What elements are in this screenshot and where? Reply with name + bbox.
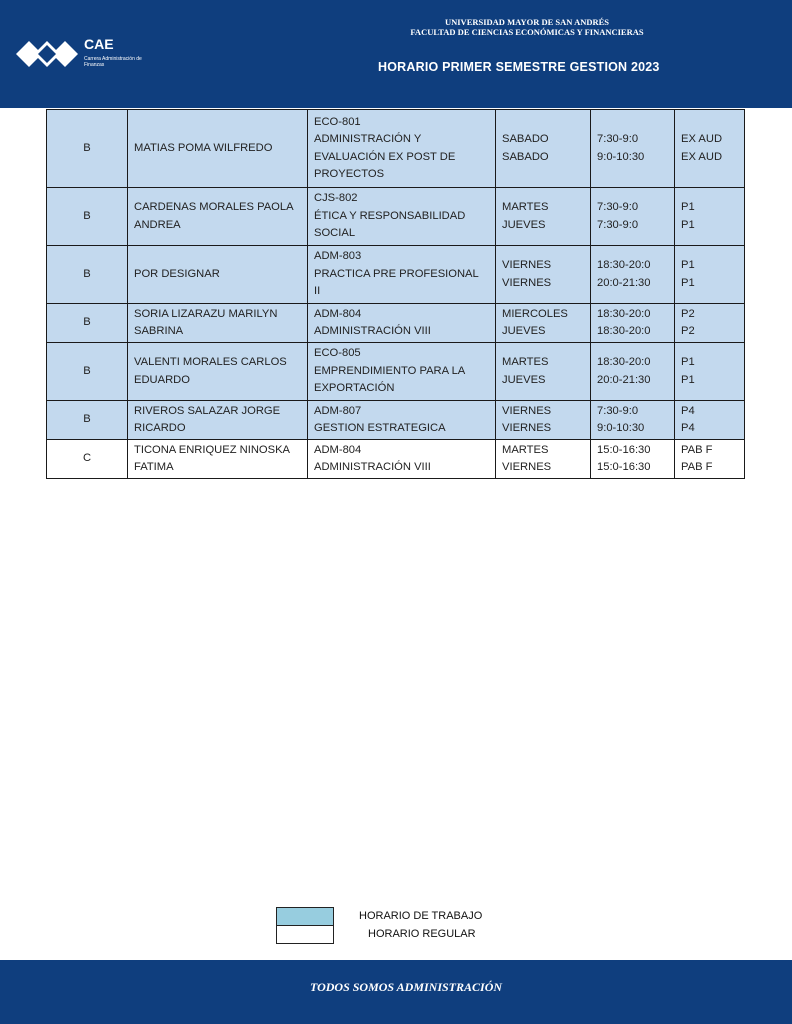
legend-regular-label: HORARIO REGULAR bbox=[368, 928, 476, 940]
cell-dias bbox=[496, 246, 591, 304]
cell-aulas bbox=[675, 304, 745, 343]
cell-dias-line: SABADO bbox=[502, 150, 549, 163]
cell-horas bbox=[591, 343, 675, 401]
cell-horas-line: 20:0-21:30 bbox=[597, 276, 651, 289]
cell-aulas-line: P1 bbox=[681, 356, 695, 369]
cell-paralelo: C bbox=[47, 440, 128, 479]
schedule-body bbox=[47, 110, 745, 479]
cell-horas bbox=[591, 246, 675, 304]
cell-horas-line: 15:0-16:30 bbox=[597, 443, 651, 456]
cell-docente bbox=[128, 440, 308, 479]
table-row bbox=[47, 188, 745, 246]
cell-docente-line: MATIAS POMA WILFREDO bbox=[134, 141, 273, 154]
schedule-table bbox=[46, 109, 745, 479]
cell-paralelo: B bbox=[47, 188, 128, 246]
cell-dias-line: MARTES bbox=[502, 356, 549, 369]
cell-dias-line: JUEVES bbox=[502, 373, 546, 386]
table-row bbox=[47, 110, 745, 188]
table-row bbox=[47, 343, 745, 401]
cell-horas bbox=[591, 110, 675, 188]
cell-docente-line: CARDENAS MORALES PAOLA bbox=[134, 201, 294, 214]
cell-dias-line: MIERCOLES bbox=[502, 307, 568, 320]
cell-materia-line: EMPRENDIMIENTO PARA LA bbox=[314, 364, 466, 377]
cell-materia-line: GESTION ESTRATEGICA bbox=[314, 422, 446, 434]
cell-materia-line: ADMINISTRACIÓN Y bbox=[314, 133, 422, 146]
cell-aulas bbox=[675, 343, 745, 401]
cell-horas-line: 9:0-10:30 bbox=[597, 150, 645, 163]
cell-aulas bbox=[675, 401, 745, 440]
cell-horas-line: 18:30-20:0 bbox=[597, 259, 651, 272]
cell-dias-line: VIERNES bbox=[502, 461, 552, 473]
cell-materia bbox=[308, 188, 496, 246]
cell-horas-line: 18:30-20:0 bbox=[597, 356, 651, 369]
cell-dias-line: MARTES bbox=[502, 443, 549, 456]
cell-dias bbox=[496, 110, 591, 188]
table-row bbox=[47, 401, 745, 440]
cell-docente-line: RIVEROS SALAZAR JORGE bbox=[134, 404, 281, 417]
cell-horas-line: 7:30-9:0 bbox=[597, 218, 639, 231]
cell-materia-line: II bbox=[314, 285, 321, 298]
cell-horas-line: 18:30-20:0 bbox=[597, 325, 651, 337]
cell-dias-line: VIERNES bbox=[502, 276, 552, 289]
cell-horas-line: 7:30-9:0 bbox=[597, 133, 639, 146]
cell-dias-line: JUEVES bbox=[502, 325, 546, 337]
cell-dias bbox=[496, 401, 591, 440]
faculty-name: FACULTAD DE CIENCIAS ECONÓMICAS Y FINANCIERAS bbox=[410, 27, 644, 37]
cell-docente bbox=[128, 304, 308, 343]
cell-dias-line: VIERNES bbox=[502, 259, 552, 272]
cell-dias-line: JUEVES bbox=[502, 218, 546, 231]
cell-aulas-line: P1 bbox=[681, 373, 695, 386]
cae-logo-icon bbox=[16, 36, 80, 72]
cell-docente-line: POR DESIGNAR bbox=[134, 267, 220, 280]
cell-horas-line: 20:0-21:30 bbox=[597, 373, 651, 386]
cell-aulas bbox=[675, 110, 745, 188]
cell-docente-line: RICARDO bbox=[134, 422, 186, 434]
cell-docente bbox=[128, 188, 308, 246]
cell-docente-line: VALENTI MORALES CARLOS bbox=[134, 356, 287, 369]
cell-aulas-line: P1 bbox=[681, 259, 695, 272]
cell-aulas bbox=[675, 440, 745, 479]
cell-horas bbox=[591, 304, 675, 343]
cae-logo bbox=[16, 36, 146, 76]
cell-docente-line: ANDREA bbox=[134, 218, 181, 231]
cell-dias-line: SABADO bbox=[502, 133, 549, 146]
cell-aulas-line: EX AUD bbox=[681, 150, 723, 163]
cell-aulas bbox=[675, 246, 745, 304]
cell-materia bbox=[308, 401, 496, 440]
cell-paralelo: B bbox=[47, 401, 128, 440]
cell-horas-line: 7:30-9:0 bbox=[597, 201, 639, 214]
cell-materia-line: SOCIAL bbox=[314, 227, 356, 240]
cell-materia-line: ADM-803 bbox=[314, 250, 362, 263]
cell-horas-line: 7:30-9:0 bbox=[597, 404, 639, 417]
logo-subtitle: Carrera Administración de Finanzas bbox=[84, 56, 142, 68]
cell-paralelo: B bbox=[47, 110, 128, 188]
cell-dias bbox=[496, 343, 591, 401]
cell-aulas bbox=[675, 188, 745, 246]
legend-work-swatch bbox=[276, 907, 334, 926]
cell-docente-line: SABRINA bbox=[134, 325, 184, 337]
cell-paralelo: B bbox=[47, 343, 128, 401]
page-header bbox=[0, 0, 792, 108]
cell-materia bbox=[308, 304, 496, 343]
cell-docente bbox=[128, 343, 308, 401]
cell-docente-line: FATIMA bbox=[134, 461, 174, 473]
university-name: UNIVERSIDAD MAYOR DE SAN ANDRÉS bbox=[444, 17, 610, 27]
cell-horas-line: 9:0-10:30 bbox=[597, 422, 645, 434]
cell-materia-line: ECO-801 bbox=[314, 115, 361, 128]
cell-materia-line: ADM-804 bbox=[314, 307, 362, 320]
cell-docente bbox=[128, 246, 308, 304]
cell-docente-line: SORIA LIZARAZU MARILYN bbox=[134, 307, 278, 320]
cell-horas-line: 15:0-16:30 bbox=[597, 461, 651, 473]
cell-horas bbox=[591, 401, 675, 440]
footer-motto: TODOS SOMOS ADMINISTRACIÓN bbox=[309, 980, 503, 994]
cell-docente-line: TICONA ENRIQUEZ NINOSKA bbox=[134, 443, 291, 456]
legend-regular-swatch bbox=[276, 925, 334, 944]
cell-materia bbox=[308, 440, 496, 479]
cell-materia bbox=[308, 246, 496, 304]
cell-materia-line: ADMINISTRACIÓN VIII bbox=[314, 325, 431, 337]
cell-dias bbox=[496, 188, 591, 246]
table-row bbox=[47, 440, 745, 479]
cell-aulas-line: P4 bbox=[681, 404, 695, 417]
cell-paralelo: B bbox=[47, 304, 128, 343]
cell-materia bbox=[308, 343, 496, 401]
cell-docente-line: EDUARDO bbox=[134, 373, 190, 386]
cell-dias bbox=[496, 440, 591, 479]
cell-materia-line: EXPORTACIÓN bbox=[314, 382, 395, 395]
cell-aulas-line: P2 bbox=[681, 307, 695, 320]
cell-docente bbox=[128, 401, 308, 440]
cell-aulas-line: P1 bbox=[681, 201, 695, 214]
cell-aulas-line: P1 bbox=[681, 276, 695, 289]
table-row bbox=[47, 246, 745, 304]
cell-materia-line: ECO-805 bbox=[314, 347, 361, 360]
legend-work-label: HORARIO DE TRABAJO bbox=[359, 910, 483, 922]
cell-horas-line: 18:30-20:0 bbox=[597, 307, 651, 320]
cell-paralelo: B bbox=[47, 246, 128, 304]
cell-materia-line: ADM-807 bbox=[314, 404, 362, 417]
cell-materia-line: CJS-802 bbox=[314, 192, 358, 205]
cell-materia-line: ADMINISTRACIÓN VIII bbox=[314, 461, 431, 473]
cell-dias-line: VIERNES bbox=[502, 422, 552, 434]
cell-horas bbox=[591, 440, 675, 479]
cell-docente bbox=[128, 110, 308, 188]
cell-dias-line: VIERNES bbox=[502, 404, 552, 417]
cell-materia-line: ADM-804 bbox=[314, 443, 362, 456]
table-row bbox=[47, 304, 745, 343]
cell-aulas-line: PAB F bbox=[681, 461, 713, 473]
cell-materia-line: PROYECTOS bbox=[314, 167, 385, 180]
page-title: HORARIO PRIMER SEMESTRE GESTION 2023 bbox=[378, 60, 660, 74]
cell-aulas-line: EX AUD bbox=[681, 133, 723, 146]
cell-aulas-line: P4 bbox=[681, 422, 695, 434]
page-footer bbox=[0, 960, 792, 1024]
cell-aulas-line: P2 bbox=[681, 325, 695, 337]
cell-materia-line: PRACTICA PRE PROFESIONAL bbox=[314, 267, 479, 280]
institution-block bbox=[377, 17, 677, 37]
cell-materia bbox=[308, 110, 496, 188]
cell-materia-line: ÉTICA Y RESPONSABILIDAD bbox=[314, 209, 466, 222]
cell-dias-line: MARTES bbox=[502, 201, 549, 214]
cell-horas bbox=[591, 188, 675, 246]
cell-aulas-line: PAB F bbox=[681, 443, 713, 456]
cell-aulas-line: P1 bbox=[681, 218, 695, 231]
cell-dias bbox=[496, 304, 591, 343]
cell-materia-line: EVALUACIÓN EX POST DE bbox=[314, 150, 456, 163]
logo-abbreviation: CAE bbox=[84, 36, 114, 52]
